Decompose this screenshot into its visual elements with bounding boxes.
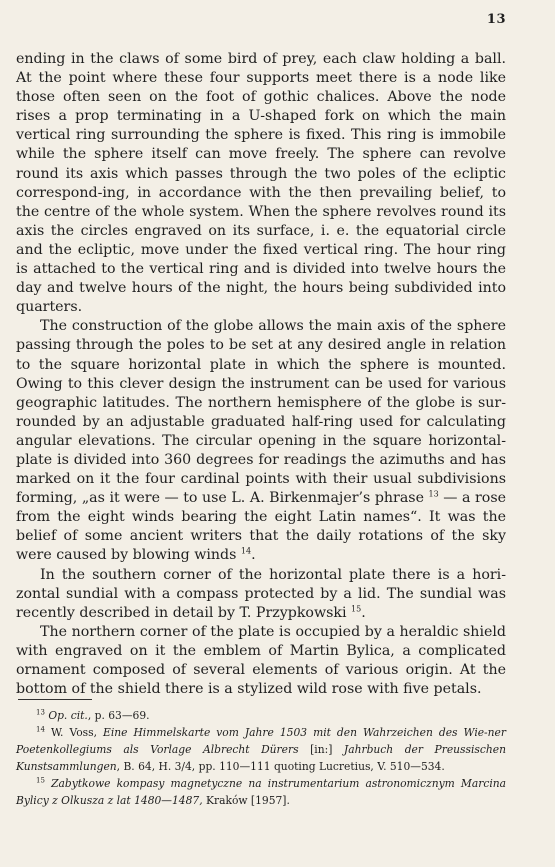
footnotes	[16, 707, 506, 809]
paragraph-2-end: .	[251, 547, 256, 564]
footnote-text: Kraków [1957].	[206, 794, 290, 807]
footnote-divider	[18, 699, 92, 700]
footnote-title: Op. cit.	[48, 709, 88, 722]
footnote-15	[16, 775, 506, 809]
footnote-14	[16, 724, 506, 775]
footnote-ref-15[interactable]: 15	[351, 603, 362, 613]
paragraph-2-part-2: — a rose from the eight winds bearing the eight Latin names“. It was the belief of some ancient writers that the daily rotations of the sky were caused by blowing winds	[16, 490, 506, 564]
paragraph-3-end: .	[361, 604, 366, 621]
paragraph-1: ending in the claws of some bird of prey, each claw holding a ball. At the point where these four supports meet there is a node like those often seen on the foot of gothic chalices. Above the node rises a prop terminating in a U-shaped fork on which the main vertical ring surrounding the sphere is fixed. This ring is immobile while the sphere itself can move freely. The sphere can revolve round its axis which passes through the two poles of the ecliptic correspond-ing, in accordance with the then prevailing belief, to the centre of the whole system. When the sphere revolves round its axis the circles engraved on its surface, i. e. the equatorial circle and the ecliptic, move under the fixed vertical ring. The hour ring is attached to the vertical ring and is divided into twelve hours the day and twelve hours of the night, the hours being subdivided into quarters.	[16, 51, 506, 316]
footnote-title: Zabytkowe kompasy magnetyczne na instrumentarium astronomicznym Marcina Bylicy z Olkusza z lat 1480—1487,	[16, 777, 506, 807]
body-text	[16, 50, 506, 699]
paragraph-2-part-1: The construction of the globe allows the main axis of the sphere passing through the poles to be set at any desired angle in relation to the square horizontal plate in which the sphere is mounted. Owing to this clever design the instrument can be used for various geographic latitudes. The northern hemisphere of the globe is sur-rounded by an adjustable graduated half-ring used for calculating angular elevations. The circular opening in the square horizontal-plate is divided into 360 degrees for readings the azimuths and has marked on it the four cardinal points with their usual subdivisions forming, „as it were — to use L. A. Birkenmajer’s phrase	[16, 318, 506, 507]
footnote-ref-14[interactable]: 14	[240, 546, 252, 556]
footnote-author: W. Voss,	[50, 726, 97, 739]
paragraph-2	[16, 317, 506, 565]
paragraph-3	[16, 566, 506, 623]
footnote-text: , B. 64, H. 3/4, pp. 110—111 quoting Lucretius, V. 510—534.	[116, 760, 445, 773]
footnote-text: [in:]	[310, 743, 333, 756]
footnote-13	[16, 707, 506, 724]
footnote-number: 14	[36, 725, 45, 734]
paragraph-3-part-1: In the southern corner of the horizontal plate there is a hori-zontal sundial with a compass protected by a lid. The sundial was recently described in detail by T. Przypkowski	[16, 566, 506, 621]
footnote-journal: Jahrbuch der Preussischen Kunstsammlungen	[16, 743, 506, 773]
page-number: 13	[486, 12, 506, 27]
footnote-text: , p. 63—69.	[87, 709, 150, 722]
paragraph-4: The northern corner of the plate is occupied by a heraldic shield with engraved on it the emblem of Martin Bylica, a complicated ornament composed of several elements of various origin. At the bottom of the shield there is a stylized wild rose with five petals.	[16, 623, 506, 698]
footnote-number: 15	[36, 776, 45, 785]
footnote-ref-13[interactable]: 13	[428, 489, 439, 499]
footnote-number: 13	[36, 708, 45, 717]
footnote-title: Eine Himmelskarte vom Jahre 1503 mit den Wahrzeichen des Wie-ner Poetenkollegiums als Vorlage Albrecht Dürers	[16, 726, 506, 756]
